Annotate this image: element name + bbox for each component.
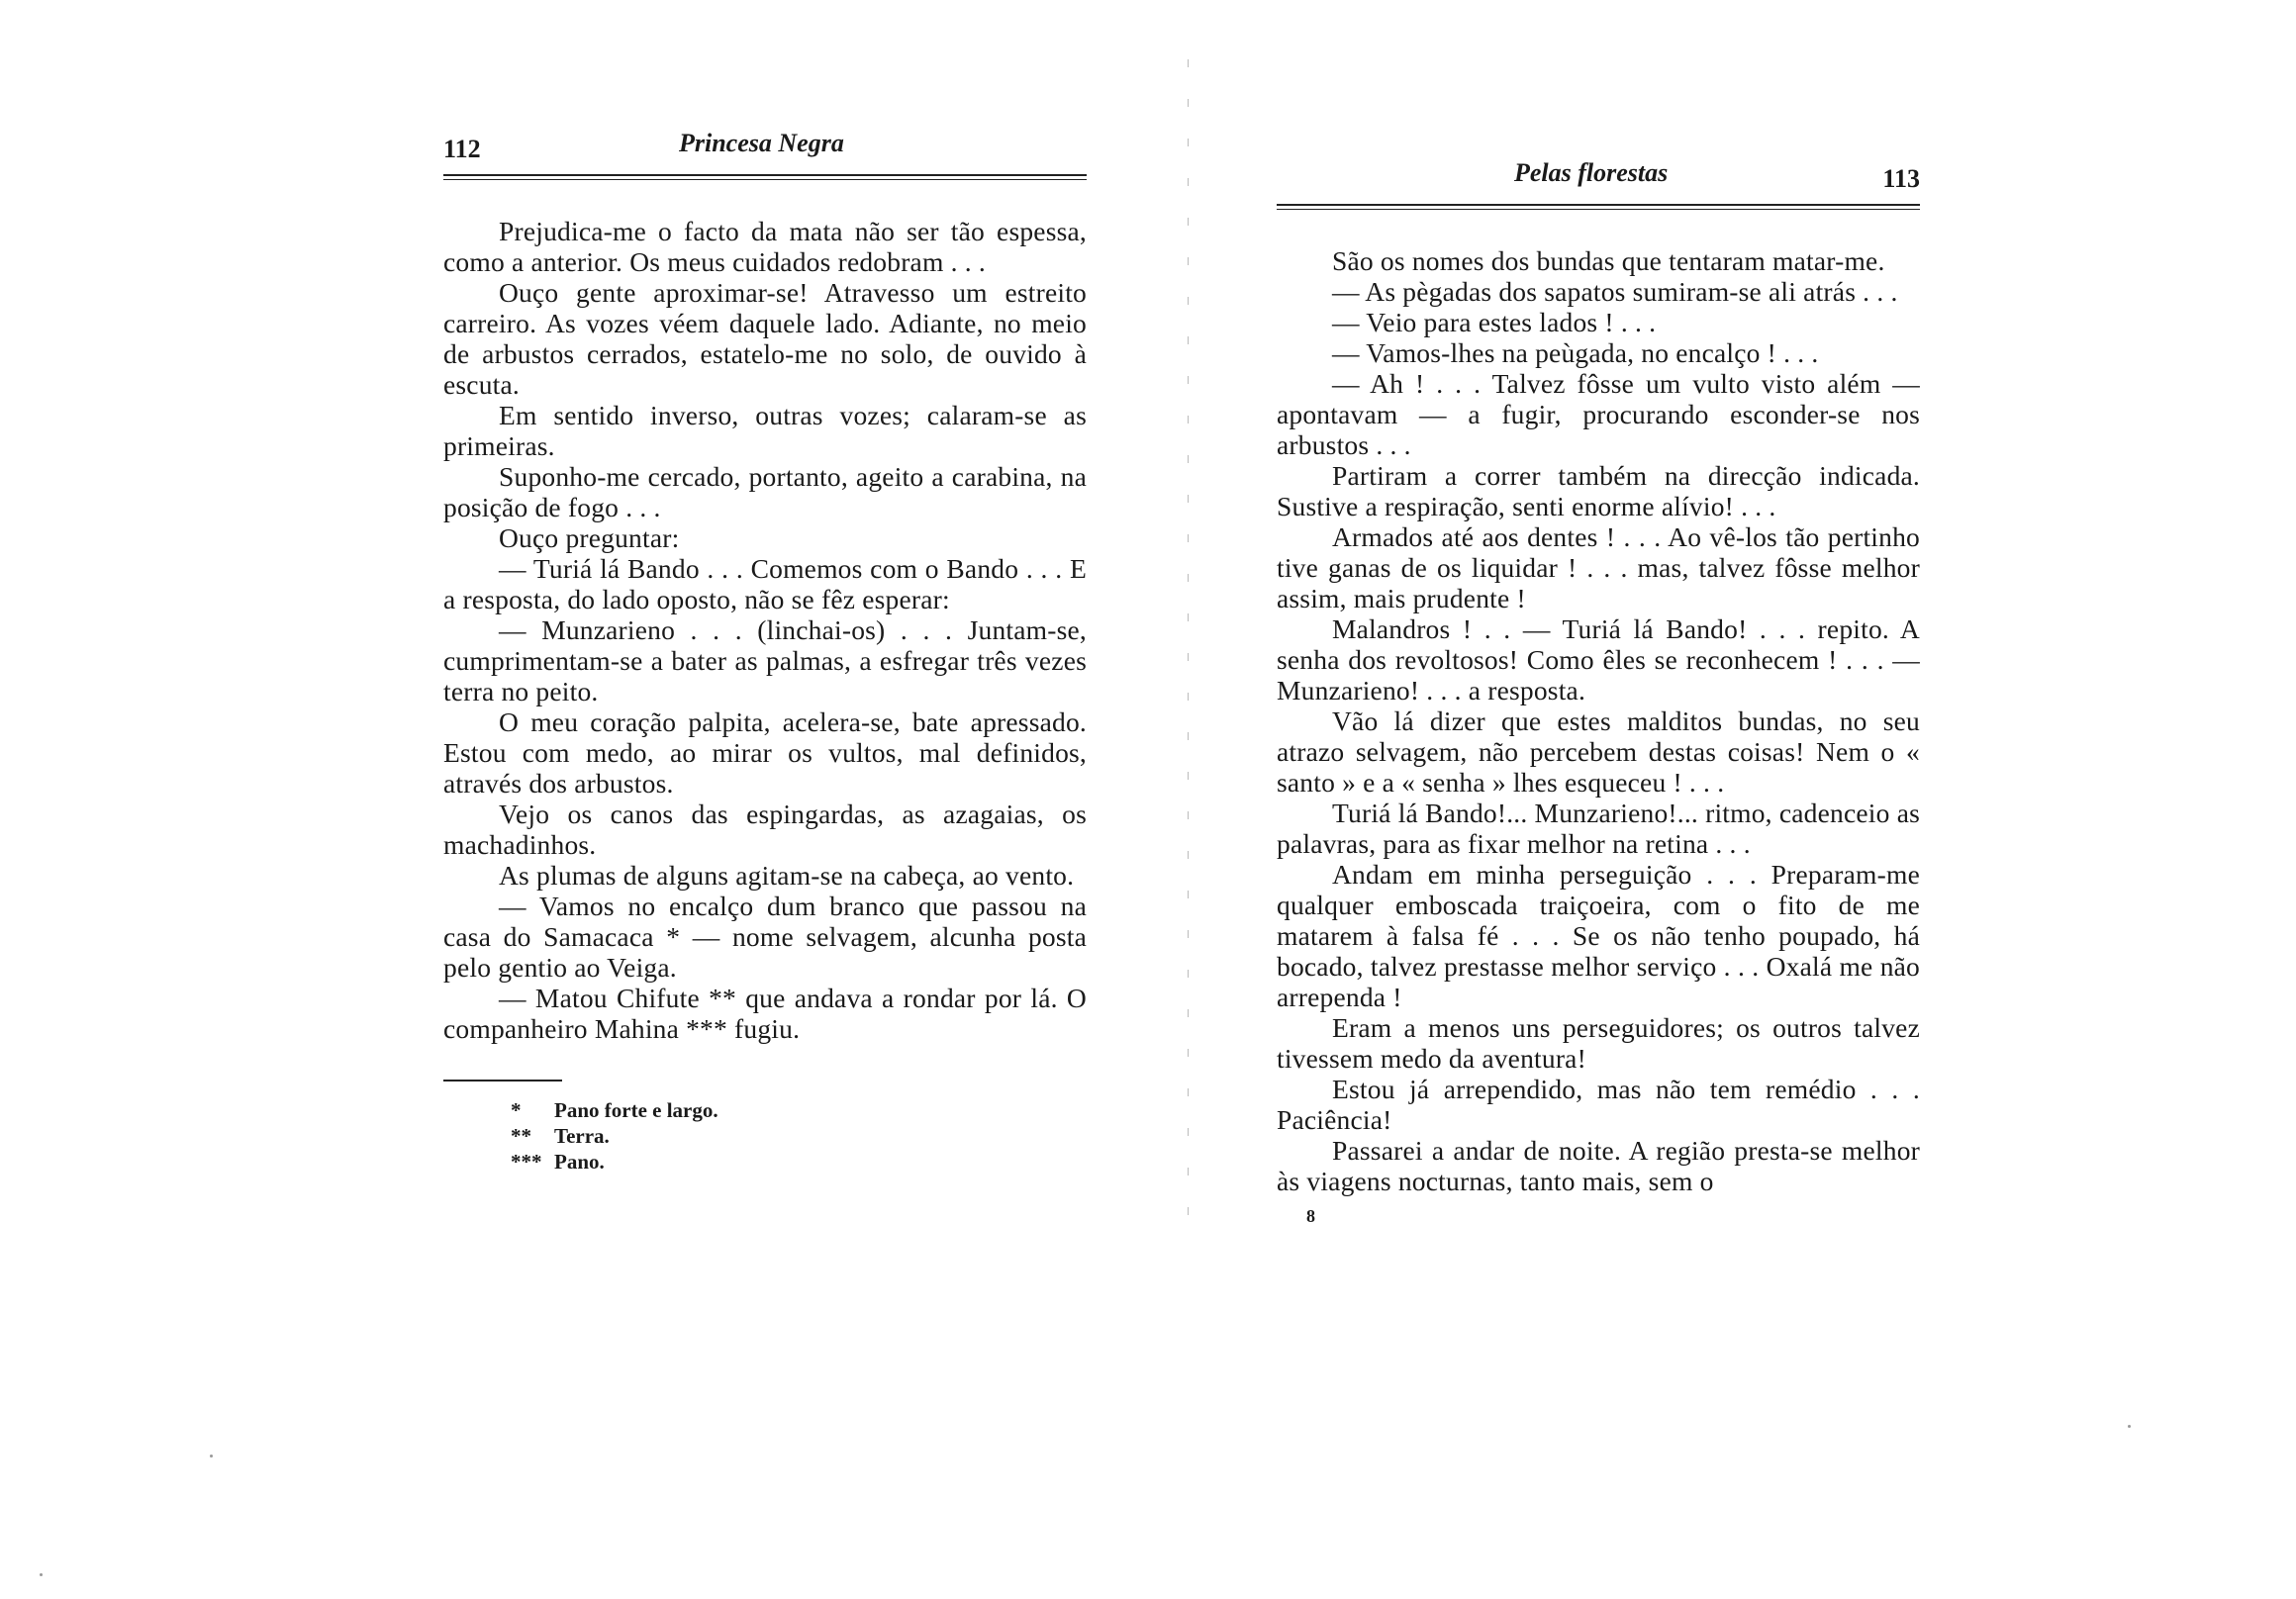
paragraph: As plumas de alguns agitam-se na cabeça, ao vento. (499, 860, 1075, 891)
page-gutter (1188, 59, 1189, 1247)
paragraph: Partiram a correr também na direcção indicada. Sustive a respiração, senti enorme alívio! . . . (1277, 460, 1920, 521)
paragraph: Turiá lá Bando!... Munzarieno!... ritmo, cadenceio as palavras, para as fixar melhor na retina . . . (1277, 798, 1920, 859)
paragraph: — As pègadas dos sapatos sumiram-se ali atrás . . . (1332, 276, 1898, 307)
header-rule (443, 174, 1087, 176)
paragraph: Ouço preguntar: (499, 522, 680, 553)
paragraph: — Munzarieno . . . (linchai-os) . . . Juntam-se, cumprimentam-se a bater as palmas, a esfregar três vezes terra no peito. (443, 614, 1087, 706)
header-rule (1277, 204, 1920, 206)
right-page-header (1277, 158, 1920, 202)
paragraph: — Ah ! . . . Talvez fôsse um vulto visto além — apontavam — a fugir, procurando esconder-se nos arbustos . . . (1277, 368, 1920, 460)
footnote (511, 1123, 1087, 1149)
footnote (511, 1149, 1087, 1175)
paragraph: — Turiá lá Bando . . . Comemos com o Bando . . . E a resposta, do lado oposto, não se fêz esperar: (443, 553, 1087, 614)
left-page-number: 112 (443, 135, 481, 163)
footnotes (511, 1097, 1087, 1175)
scan-speck (210, 1455, 213, 1458)
footnote-text: Terra. (554, 1124, 610, 1148)
footnote (511, 1097, 1087, 1123)
paragraph: — Vamos-lhes na peùgada, no encalço ! . . . (1332, 337, 1819, 368)
paragraph: — Veio para estes lados ! . . . (1332, 307, 1657, 337)
left-page (443, 129, 1087, 1316)
right-running-title: Pelas florestas (1514, 158, 1669, 187)
paragraph: Passarei a andar de noite. A região presta-se melhor às viagens nocturnas, tanto mais, sem o (1277, 1135, 1920, 1196)
paragraph: Eram a menos uns perseguidores; os outros talvez tivessem medo da aventura! (1277, 1012, 1920, 1074)
paragraph: Suponho-me cercado, portanto, ageito a carabina, na posição de fogo . . . (443, 461, 1087, 522)
right-page-body (1277, 245, 1920, 1196)
scan-speck (2128, 1425, 2131, 1428)
footnote-mark: ** (511, 1124, 531, 1148)
footnote-rule (443, 1080, 562, 1082)
footnote-text: Pano. (554, 1150, 605, 1174)
left-page-body (443, 216, 1087, 1044)
signature-mark: 8 (1306, 1206, 1315, 1226)
paragraph: — Matou Chifute ** que andava a rondar por lá. O companheiro Mahina *** fugiu. (443, 983, 1087, 1044)
scan-speck (40, 1573, 43, 1576)
paragraph: O meu coração palpita, acelera-se, bate apressado. Estou com medo, ao mirar os vultos, mal definidos, através dos arbustos. (443, 706, 1087, 799)
paragraph: Vejo os canos das espingardas, as azagaias, os machadinhos. (443, 799, 1087, 860)
paragraph: — Vamos no encalço dum branco que passou na casa do Samacaca * — nome selvagem, alcunha posta pelo gentio ao Veiga. (443, 891, 1087, 983)
paragraph: Em sentido inverso, outras vozes; calaram-se as primeiras. (443, 400, 1087, 461)
paragraph: Prejudica-me o facto da mata não ser tão espessa, como a anterior. Os meus cuidados redobram . . . (443, 216, 1087, 277)
paragraph: Malandros ! . . — Turiá lá Bando! . . . repito. A senha dos revoltosos! Como êles se reconhecem ! . . . — Munzarieno! . . . a resposta. (1277, 613, 1920, 705)
header-rule-thin (1277, 209, 1920, 210)
left-running-title: Princesa Negra (679, 129, 844, 157)
paragraph: Ouço gente aproximar-se! Atravesso um estreito carreiro. As vozes véem daquele lado. Adiante, no meio de arbustos cerrados, estatelo-me no solo, de ouvido à escuta. (443, 277, 1087, 400)
footnote-mark: *** (511, 1150, 542, 1174)
footnote-mark: * (511, 1098, 522, 1122)
paragraph: São os nomes dos bundas que tentaram matar-me. (1332, 245, 1885, 276)
header-rule-thin (443, 179, 1087, 180)
right-page (1277, 158, 1920, 1346)
paragraph: Andam em minha perseguição . . . Preparam-me qualquer emboscada traiçoeira, com o fito de me matarem à falsa fé . . . Se os não tenho poupado, há bocado, talvez prestasse melhor serviço . . . Oxalá me não arrependa ! (1277, 859, 1920, 1012)
paragraph: Vão lá dizer que estes malditos bundas, no seu atrazo selvagem, não percebem destas coisas! Nem o « santo » e a « senha » lhes esqueceu ! . . . (1277, 705, 1920, 798)
left-page-header (443, 129, 1087, 172)
footnote-text: Pano forte e largo. (554, 1098, 718, 1122)
paragraph: Estou já arrependido, mas não tem remédio . . . Paciência! (1277, 1074, 1920, 1135)
right-page-number: 113 (1882, 164, 1920, 193)
paragraph: Armados até aos dentes ! . . . Ao vê-los tão pertinho tive ganas de os liquidar ! . . . mas, talvez fôsse melhor assim, mais prudente ! (1277, 521, 1920, 613)
